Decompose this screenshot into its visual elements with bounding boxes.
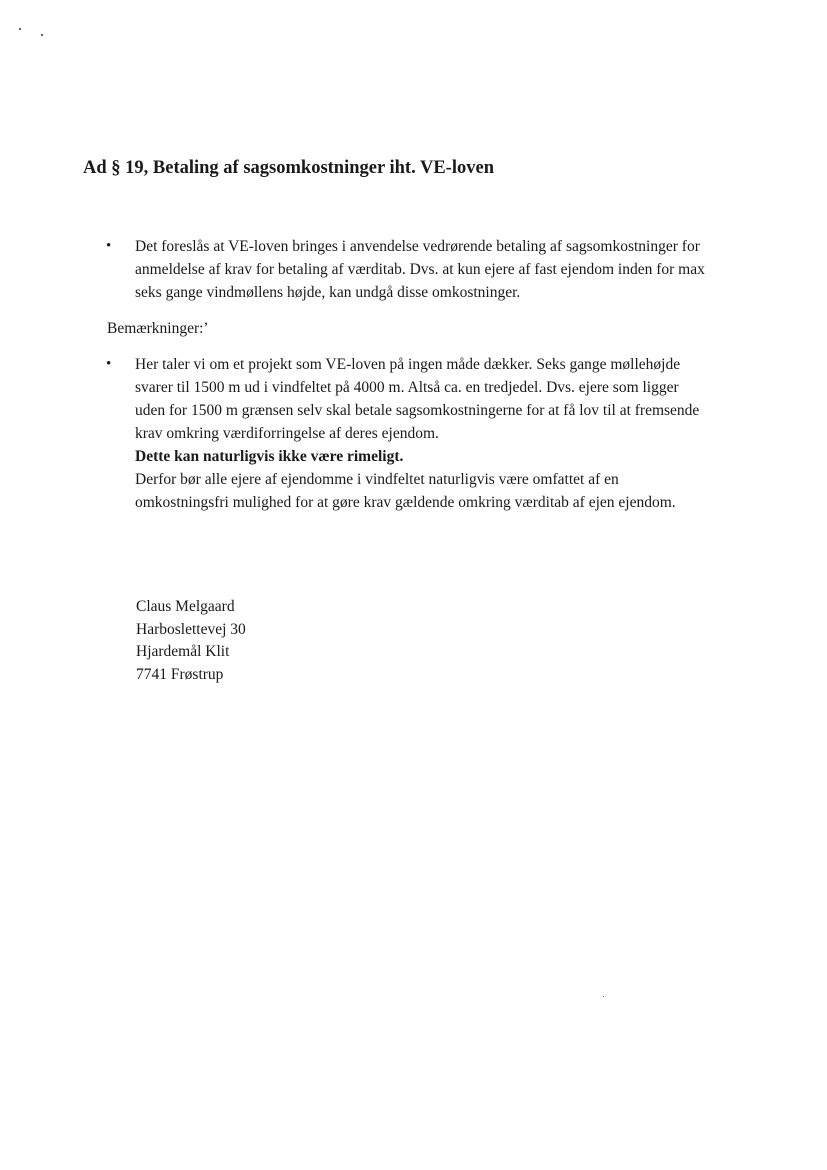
signature-town: Hjardemål Klit xyxy=(136,643,230,660)
text-line: krav omkring værdiforringelse af deres ejendom. xyxy=(135,425,439,442)
scan-speck xyxy=(41,34,43,36)
text-line: Her taler vi om et projekt som VE-loven på ingen måde dækker. Seks gange møllehøjde xyxy=(135,356,681,373)
bullet-item xyxy=(106,353,756,514)
signature-postal: 7741 Frøstrup xyxy=(136,665,224,683)
section-heading: Ad § 19, Betaling af sagsomkostninger iht. VE-loven xyxy=(83,158,494,178)
bullet-marker: • xyxy=(106,356,112,372)
bullet-item xyxy=(106,235,756,304)
proposal-section xyxy=(106,235,756,304)
text-line: Derfor bør alle ejere af ejendomme i vindfeltet naturligvis være omfattet af en xyxy=(135,471,619,488)
text-line: anmeldelse af krav for betaling af værditab. Dvs. at kun ejere af fast ejendom inden for max xyxy=(135,261,705,278)
text-line: omkostningsfri mulighed for at gøre krav gældende omkring værditab af ejen ejendom. xyxy=(135,494,676,511)
bullet-marker: • xyxy=(106,238,112,254)
text-line: svarer til 1500 m ud i vindfeltet på 4000 m. Altså ca. en tredjedel. Dvs. ejere som ligger xyxy=(135,379,679,396)
signature-name: Claus Melgaard xyxy=(136,598,235,615)
text-line: uden for 1500 m grænsen selv skal betale sagsomkostningerne for at få lov til at fremsende xyxy=(135,402,700,419)
remarks-label: Bemærkninger:’ xyxy=(107,320,209,337)
text-line: Det foreslås at VE-loven bringes i anvendelse vedrørende betaling af sagsomkostninger for xyxy=(135,238,700,255)
signature-street: Harboslettevej 30 xyxy=(136,620,246,638)
signature-block xyxy=(136,596,246,686)
scan-speck xyxy=(603,996,604,997)
text-line: seks gange vindmøllens højde, kan undgå disse omkostninger. xyxy=(135,284,521,301)
emphasis-line: Dette kan naturligvis ikke være rimeligt. xyxy=(135,448,404,465)
scan-speck xyxy=(19,28,21,30)
remarks-section xyxy=(106,353,756,514)
